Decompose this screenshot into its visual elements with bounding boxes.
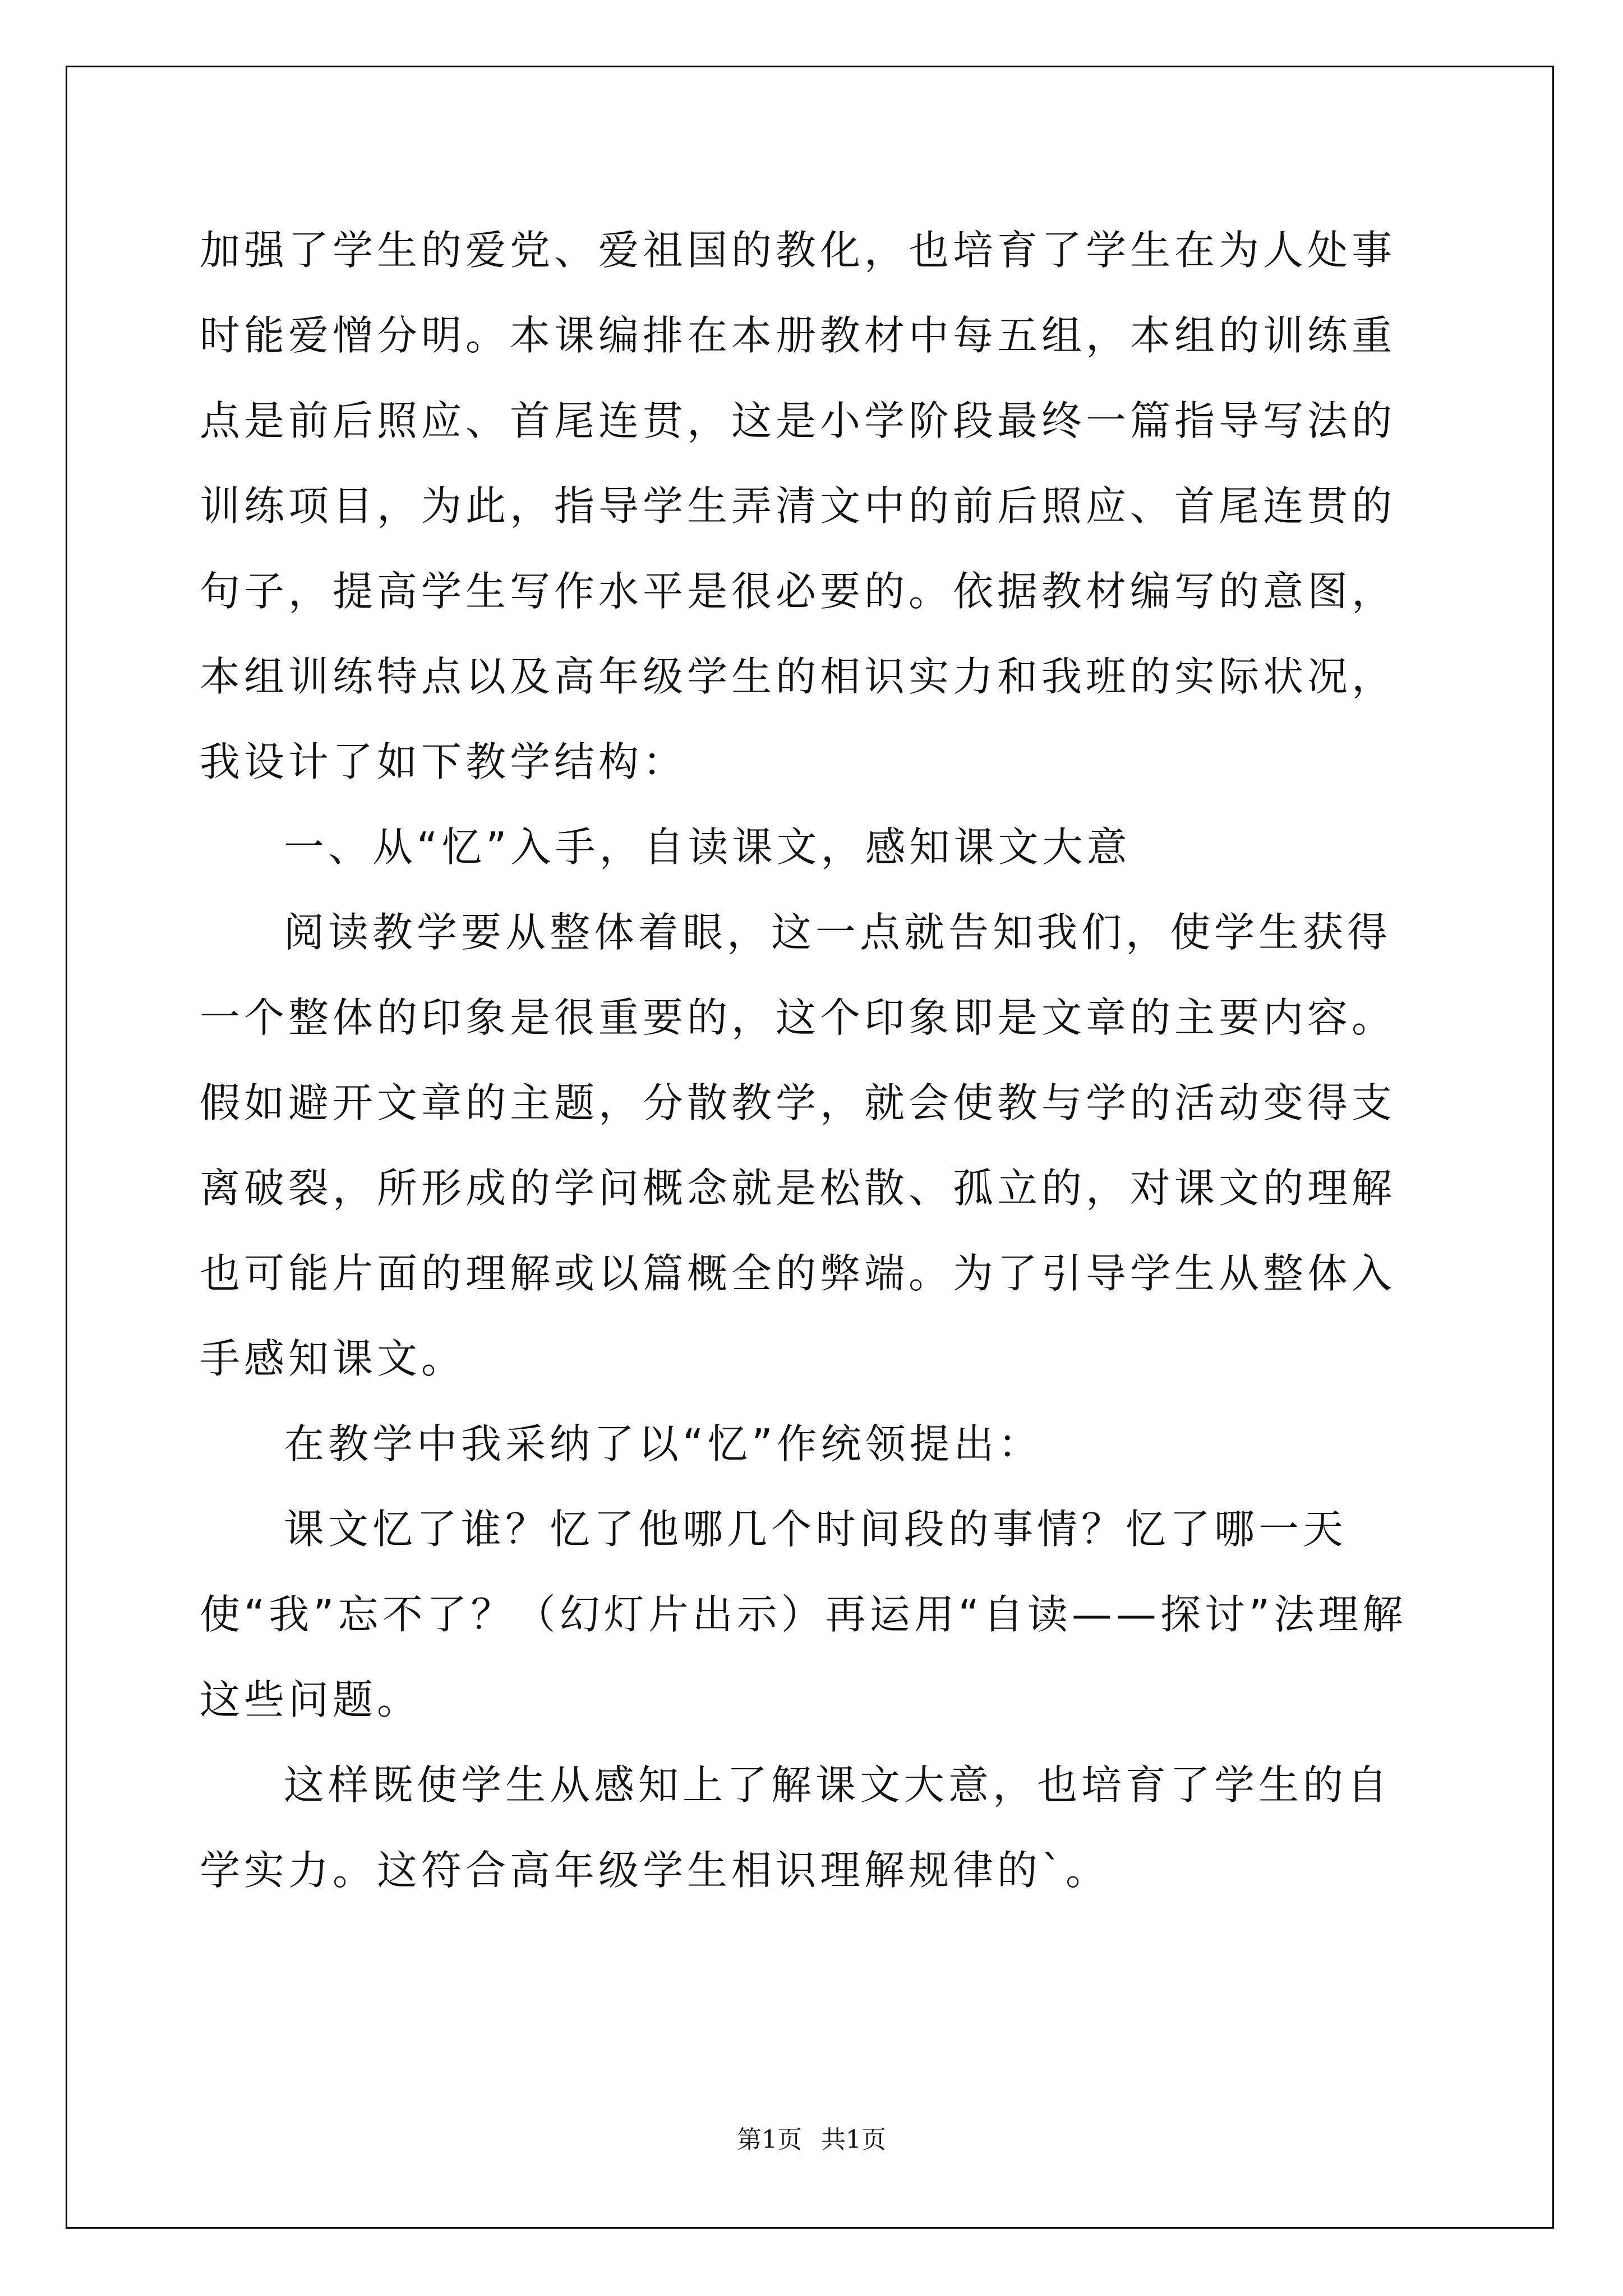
paragraph-conclusion: 这样既使学生从感知上了解课文大意，也培育了学生的自学实力。这符合高年级学生相识理解规律的`。 <box>200 1761 1392 1894</box>
document-body <box>200 208 1433 1913</box>
paragraph-reading-teaching: 阅读教学要从整体着眼，这一点就告知我们，使学生获得一个整体的印象是很重要的，这个印象即是文章的主要内容。假如避开文章的主题，分散教学，就会使教与学的活动变得支离破裂，所形成的学问概念就是松散、孤立的，对课文的理解也可能片面的理解或以篇概全的弊端。为了引导学生从整体入手感知课文。 <box>200 909 1396 1382</box>
section-heading: 一、从“忆”入手，自读课文，感知课文大意 <box>284 823 1131 871</box>
paragraph-teaching-method: 在教学中我采纳了以“忆”作统领提出： <box>284 1420 1043 1467</box>
paragraph-intro: 加强了学生的爱党、爱祖国的教化，也培育了学生在为人处事时能爱憎分明。本课编排在本册教材中每五组，本组的训练重点是前后照应、首尾连贯，这是小学阶段最终一篇指导写法的训练项目，为此，指导学生弄清文中的前后照应、首尾连贯的句子，提高学生写作水平是很必要的。依据教材编写的意图，本组训练特点以及高年级学生的相识实力和我班的实际状况，我设计了如下教学结构： <box>200 227 1396 785</box>
page-number-footer: 第1页 共1页 <box>737 2125 886 2154</box>
paragraph-questions: 课文忆了谁？忆了他哪几个时间段的事情？忆了哪一天使“我”忘不了？（幻灯片出示）再运用“自读——探讨”法理解这些问题。 <box>200 1506 1407 1723</box>
